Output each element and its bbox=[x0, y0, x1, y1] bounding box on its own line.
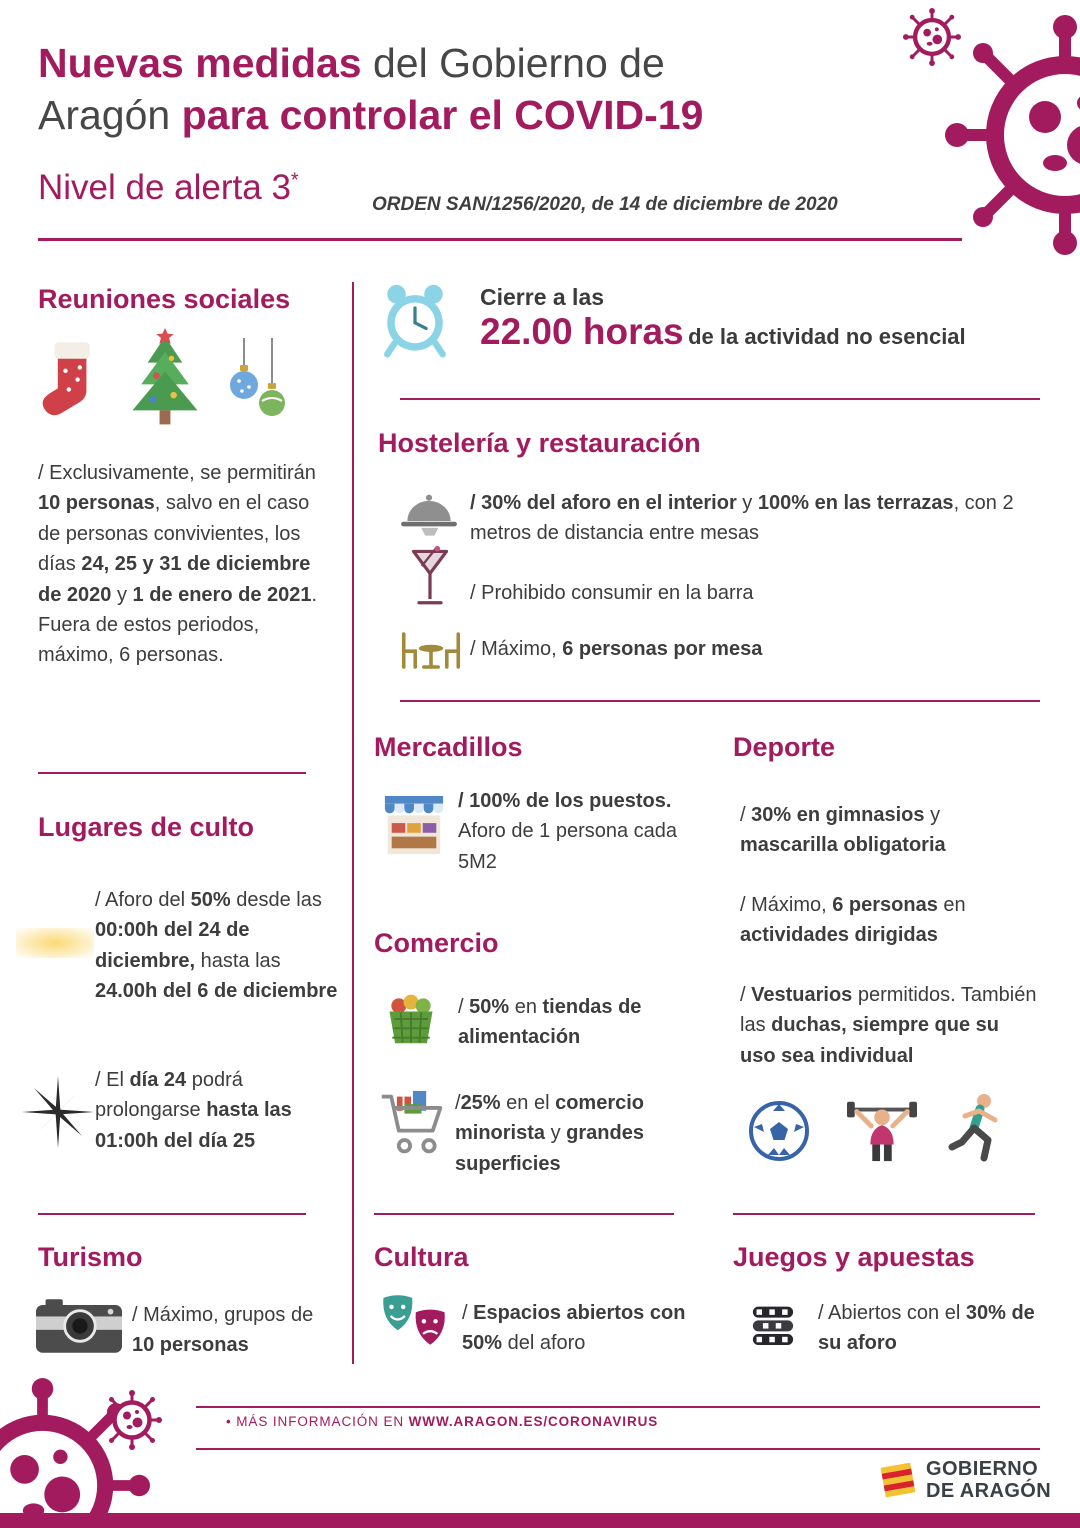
footer-divider-top bbox=[196, 1406, 1040, 1408]
theater-masks-icon bbox=[378, 1292, 450, 1356]
section-divider bbox=[400, 700, 1040, 702]
section-heading-juegos: Juegos y apuestas bbox=[733, 1242, 975, 1272]
reuniones-text: / Exclusivamente, se permitirán 10 personas, salvo en el caso de personas convivientes, los días 24, 25 y 31 de diciembre de 2020 y 1 de enero de 2021. Fuera de estos periodos, máximo, 6 personas. bbox=[38, 462, 318, 667]
section-heading-cultura: Cultura bbox=[374, 1242, 469, 1272]
mercadillos-text: / 100% de los puestos. Aforo de 1 persona cada 5M2 bbox=[458, 790, 678, 873]
hosteleria-bullet-1: / 30% del aforo en el interior y 100% en las terrazas, con 2 metros de distancia entre mesas bbox=[470, 492, 1014, 545]
closing-banner bbox=[480, 284, 966, 353]
table-chairs-icon bbox=[398, 628, 464, 673]
juegos-text: / Abiertos con el 30% de su aforo bbox=[818, 1302, 1035, 1355]
alert-asterisk: * bbox=[290, 169, 299, 192]
comercio-bullet-2: /25% en el comercio minorista y grandes superficies bbox=[455, 1092, 645, 1175]
section-divider bbox=[374, 1213, 674, 1215]
ornaments-icon bbox=[226, 336, 290, 432]
banner-line2 bbox=[480, 311, 966, 353]
comercio-bullet-1: / 50% en tiendas de alimentación bbox=[458, 996, 642, 1049]
aragon-flag-icon bbox=[880, 1459, 916, 1501]
soccer-ball-icon bbox=[748, 1100, 810, 1162]
deporte-bullet-3: / Vestuarios permitidos. También las duchas, siempre que su uso sea individual bbox=[740, 984, 1037, 1067]
section-heading-mercadillos: Mercadillos bbox=[374, 732, 523, 762]
section-divider bbox=[733, 1213, 1035, 1215]
stocking-icon bbox=[38, 336, 104, 432]
page-title-line1: Nuevas medidas del Gobierno de bbox=[38, 40, 665, 86]
hosteleria-bullet-2: / Prohibido consumir en la barra bbox=[470, 582, 754, 604]
header-divider bbox=[38, 238, 962, 241]
section-heading-hosteleria: Hostelería y restauración bbox=[378, 428, 701, 458]
star-icon bbox=[22, 1076, 94, 1148]
deporte-bullet-1: / 30% en gimnasios y mascarilla obligatoria bbox=[740, 804, 946, 857]
cocktail-icon bbox=[408, 545, 452, 611]
footer-info-url[interactable]: WWW.ARAGON.ES/CORONAVIRUS bbox=[408, 1414, 659, 1429]
cultura-text: / Espacios abiertos con 50% del aforo bbox=[462, 1302, 686, 1355]
section-heading-turismo: Turismo bbox=[38, 1242, 143, 1272]
christmas-tree-icon bbox=[122, 328, 208, 432]
virus-icon bbox=[945, 15, 1080, 255]
gobierno-aragon-logo bbox=[880, 1458, 1051, 1502]
weightlifter-icon bbox=[845, 1094, 919, 1164]
alert-level: Nivel de alerta 3* bbox=[38, 168, 299, 207]
bottom-accent-bar bbox=[0, 1513, 1080, 1528]
hosteleria-bullet-3: / Máximo, 6 personas por mesa bbox=[470, 638, 763, 660]
culto-bullet-2: / El día 24 podrá prolongarse hasta las 01:00h del día 25 bbox=[95, 1069, 292, 1152]
cloche-icon bbox=[398, 490, 460, 538]
candle-glow-icon bbox=[16, 928, 94, 958]
footer-info bbox=[226, 1414, 658, 1429]
banner-line1: Cierre a las bbox=[480, 284, 605, 310]
camera-icon bbox=[36, 1297, 122, 1355]
poker-chips-icon bbox=[745, 1292, 801, 1356]
section-divider bbox=[38, 1213, 306, 1215]
market-stall-icon bbox=[382, 794, 446, 858]
culto-bullet-1: / Aforo del 50% desde las 00:00h del 24 de diciembre, hasta las 24.00h del 6 de diciembre bbox=[95, 889, 338, 1003]
footer-info-prefix: MÁS INFORMACIÓN EN bbox=[231, 1414, 409, 1429]
footer-divider-bottom bbox=[196, 1448, 1040, 1450]
deporte-bullet-2: / Máximo, 6 personas en actividades dirigidas bbox=[740, 894, 966, 947]
section-heading-comercio: Comercio bbox=[374, 928, 499, 958]
banner-time: 22.00 horas bbox=[480, 311, 684, 352]
order-reference: ORDEN SAN/1256/2020, de 14 de diciembre de 2020 bbox=[372, 194, 838, 215]
page-title bbox=[38, 38, 703, 141]
logo-text: GOBIERNO DE ARAGÓN bbox=[926, 1458, 1052, 1502]
page-title-line2: Aragón para controlar el COVID-19 bbox=[38, 91, 704, 138]
virus-icon bbox=[102, 1390, 162, 1450]
section-divider bbox=[38, 772, 306, 774]
shopping-cart-icon bbox=[378, 1085, 446, 1163]
bullet-icon: • bbox=[226, 1414, 232, 1429]
turismo-text: / Máximo, grupos de 10 personas bbox=[132, 1304, 314, 1357]
column-divider bbox=[352, 282, 354, 1364]
section-divider bbox=[400, 398, 1040, 400]
alarm-clock-icon bbox=[378, 282, 452, 360]
christmas-icons bbox=[38, 328, 290, 432]
runner-icon bbox=[948, 1092, 1008, 1166]
food-basket-icon bbox=[382, 988, 440, 1048]
section-heading-deporte: Deporte bbox=[733, 732, 836, 762]
banner-rest: de la actividad no esencial bbox=[688, 324, 966, 349]
section-heading-reuniones: Reuniones sociales bbox=[38, 284, 291, 314]
section-heading-culto: Lugares de culto bbox=[38, 812, 255, 842]
